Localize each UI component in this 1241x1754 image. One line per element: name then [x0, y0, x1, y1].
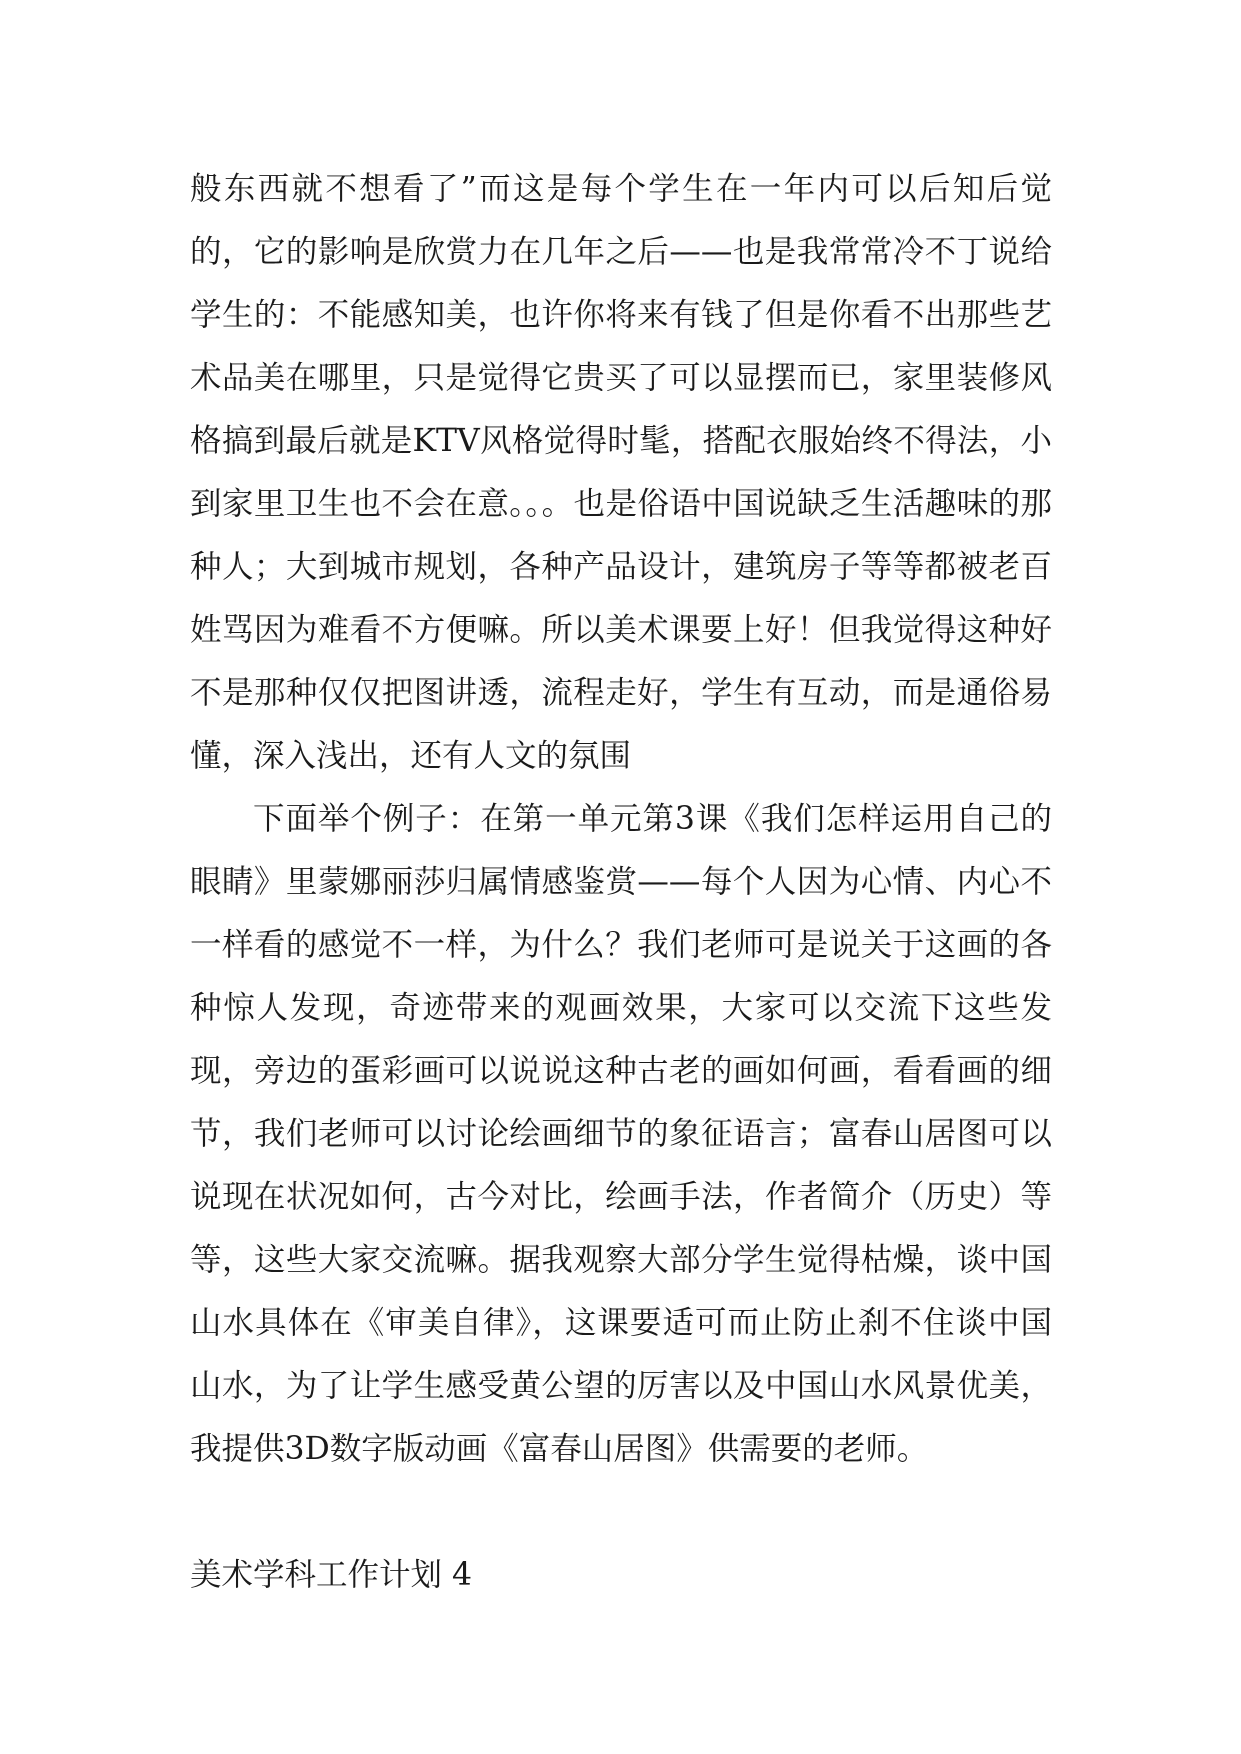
section-heading: 美术学科工作计划 4 [190, 1557, 473, 1593]
paragraph-example: 下面举个例子：在第一单元第3课《我们怎样运用自己的眼睛》里蒙娜丽莎归属情感鉴赏——每个人因为心情、内心不一样看的感觉不一样，为什么？我们老师可是说关于这画的各种惊人发现，奇迹带来的观画效果，大家可以交流下这些发现，旁边的蛋彩画可以说说这种古老的画如何画，看看画的细节，我们老师可以讨论绘画细节的象征语言；富春山居图可以说现在状况如何，古今对比，绘画手法，作者简介（历史）等等，这些大家交流嘛。据我观察大部分学生觉得枯燥，谈中国山水具体在《审美自律》，这课要适可而止防止刹不住谈中国山水，为了让学生感受黄公望的厉害以及中国山水风景优美，我提供3D数字版动画《富春山居图》供需要的老师。 [190, 801, 1052, 1467]
document-body [190, 158, 1052, 1607]
paragraph-spacer [190, 1481, 1052, 1544]
paragraph-continued: 般东西就不想看了”而这是每个学生在一年内可以后知后觉的，它的影响是欣赏力在几年之后——也是我常常冷不丁说给学生的：不能感知美，也许你将来有钱了但是你看不出那些艺术品美在哪里，只是觉得它贵买了可以显摆而已，家里装修风格搞到最后就是KTV风格觉得时髦，搭配衣服始终不得法，小到家里卫生也不会在意。。。也是俗语中国说缺乏生活趣味的那种人；大到城市规划，各种产品设计，建筑房子等等都被老百姓骂因为难看不方便嘛。所以美术课要上好！但我觉得这种好不是那种仅仅把图讲透，流程走好，学生有互动，而是通俗易懂，深入浅出，还有人文的氛围 [190, 171, 1052, 774]
